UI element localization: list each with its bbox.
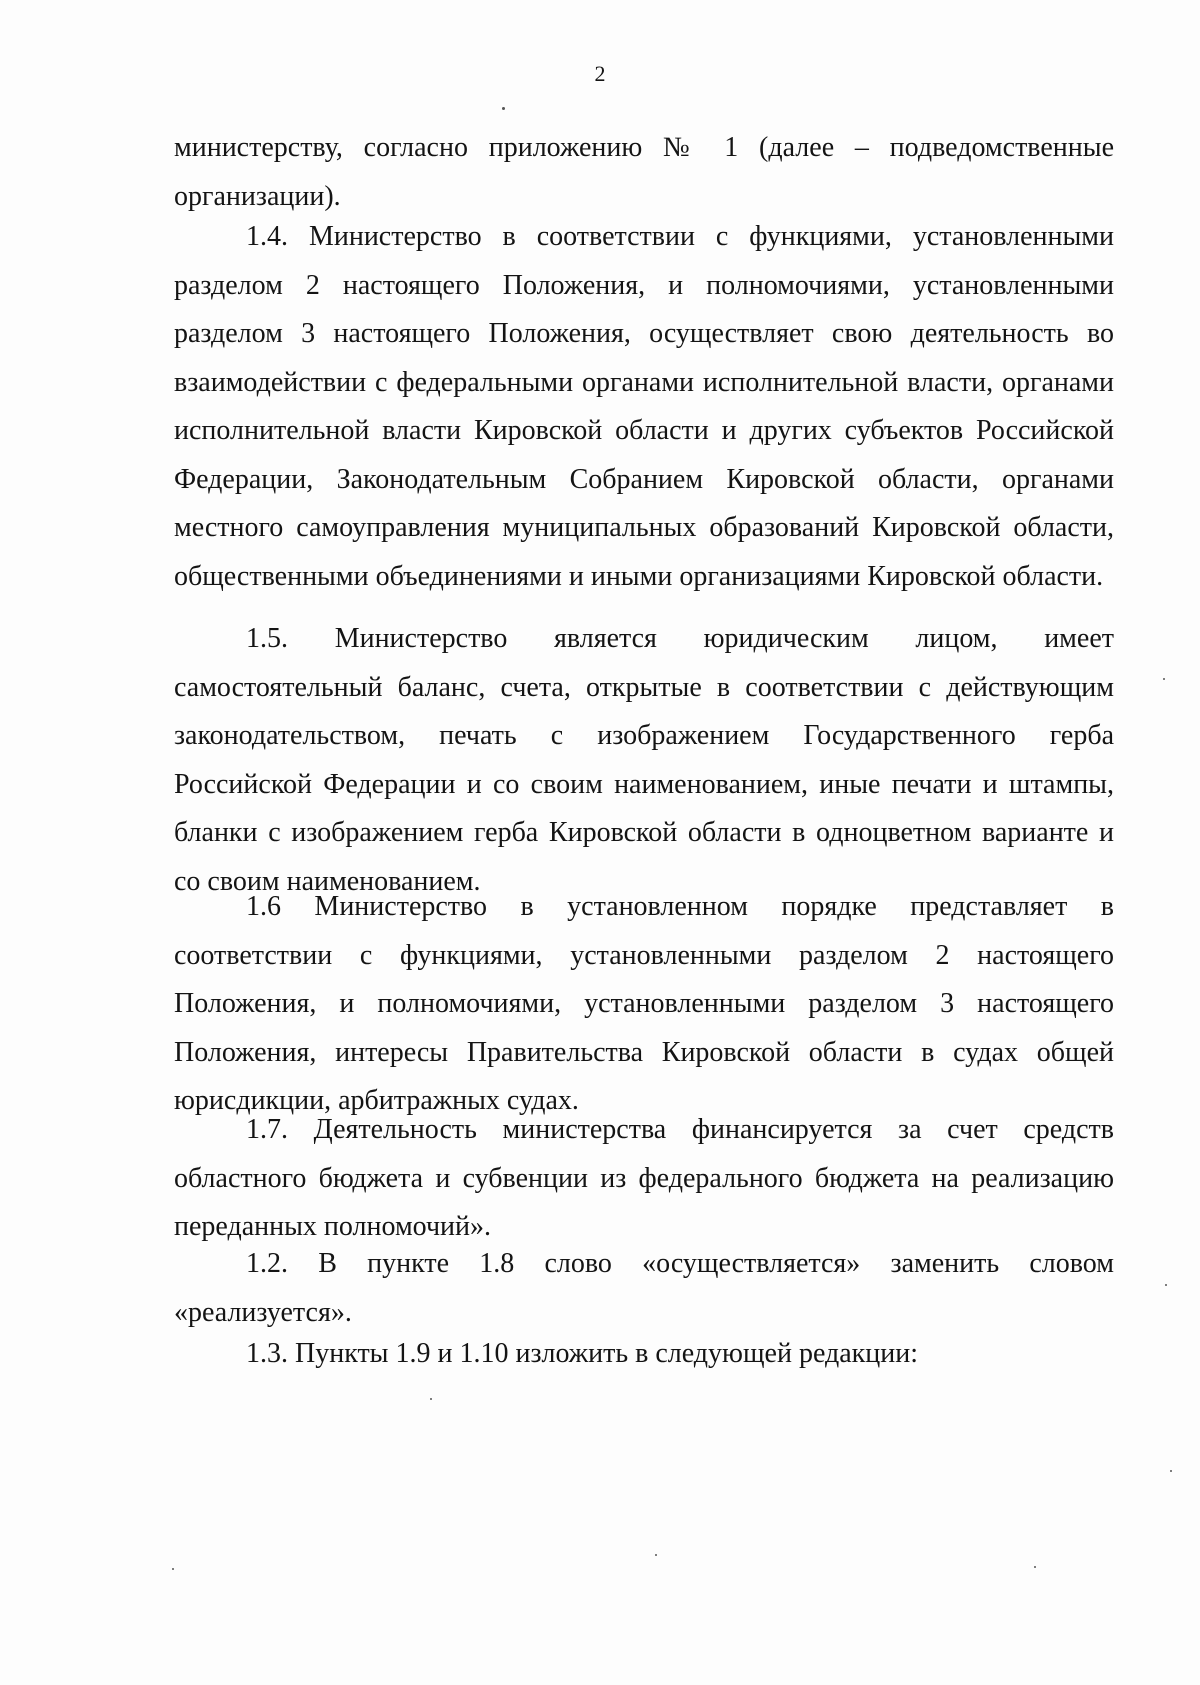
paragraph-text: 1.5. Министерство является юридическим лицом, имеет самостоятельный баланс, счета, открытые в соответствии с действующим законодательством, печать с изображением Государственного герба Российской Федерации и со своим наименованием, иные печати и штампы, бланки с изображением герба Кировской области в одноцветном варианте и со своим наименованием. bbox=[174, 623, 1114, 897]
paragraph-amendment-1-2 bbox=[174, 1240, 1114, 1337]
paragraph-1-6 bbox=[174, 883, 1114, 1126]
paragraph-1-7 bbox=[174, 1106, 1114, 1252]
paragraph-text: 1.2. В пункте 1.8 слово «осуществляется» заменить словом «реализуется». bbox=[174, 1248, 1114, 1328]
paragraph-1-4 bbox=[174, 213, 1114, 601]
page-number: 2 bbox=[594, 61, 606, 86]
paragraph-text: 1.3. Пункты 1.9 и 1.10 изложить в следующей редакции: bbox=[246, 1338, 919, 1369]
paragraph-continuation bbox=[174, 124, 1114, 221]
scan-speck bbox=[1170, 1470, 1172, 1472]
scan-speck bbox=[502, 107, 505, 110]
scan-speck bbox=[430, 1398, 432, 1400]
paragraph-text: министерству, согласно приложению № 1 (далее – подведомственные организации). bbox=[174, 132, 1114, 212]
paragraph-text: 1.4. Министерство в соответствии с функциями, установленными разделом 2 настоящего Положения, и полномочиями, установленными разделом 3 настоящего Положения, осуществляет свою деятельность во взаимодействии с федеральными органами исполнительной власти, органами исполнительной власти Кировской области и других субъектов Российской Федерации, Законодательным Собранием Кировской области, органами местного самоуправления муниципальных образований Кировской области, общественными объединениями и иными организациями Кировской области. bbox=[174, 221, 1114, 592]
paragraph-1-5 bbox=[174, 615, 1114, 906]
scan-speck bbox=[1163, 678, 1165, 680]
paragraph-amendment-1-3 bbox=[174, 1330, 1114, 1379]
scan-speck bbox=[1034, 1566, 1036, 1568]
paragraph-text: 1.7. Деятельность министерства финансируется за счет средств областного бюджета и субвенции из федерального бюджета на реализацию переданных полномочий». bbox=[174, 1114, 1114, 1242]
scan-speck bbox=[172, 1568, 174, 1570]
scan-speck bbox=[655, 1554, 657, 1556]
paragraph-text: 1.6 Министерство в установленном порядке представляет в соответствии с функциями, установленными разделом 2 настоящего Положения, и полномочиями, установленными разделом 3 настоящего Положения, интересы Правительства Кировской области в судах общей юрисдикции, арбитражных судах. bbox=[174, 891, 1114, 1116]
scan-speck bbox=[1165, 1284, 1167, 1286]
